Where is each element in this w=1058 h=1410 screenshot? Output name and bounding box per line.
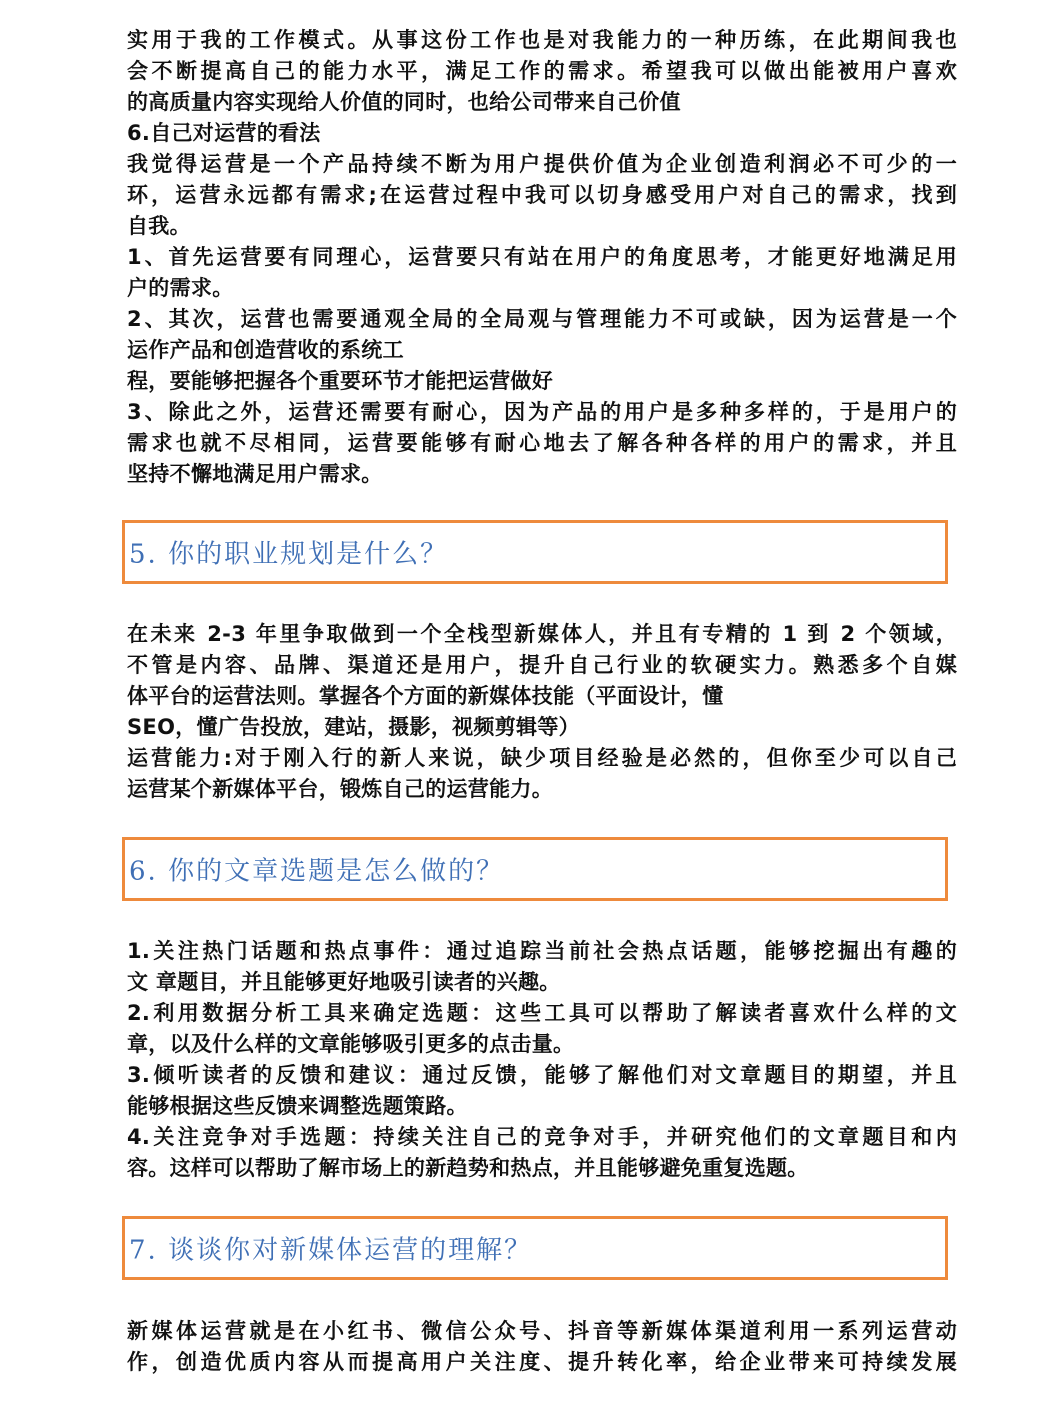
- understanding-line: 作，创造优质内容从而提高用户关注度、提升转化率，给企业带来可持续发展: [127, 1350, 957, 1374]
- career-section: [127, 619, 957, 805]
- topics-line: 章，以及什么样的文章能够吸引更多的点击量。: [127, 1032, 575, 1056]
- topics-line: 2.利用数据分析工具来确定选题：这些工具可以帮助了解读者喜欢什么样的文: [127, 1001, 957, 1025]
- intro-line: 户的需求。: [127, 276, 234, 300]
- question-6-heading-box: [122, 837, 948, 901]
- topics-line: 能够根据这些反馈来调整选题策路。: [127, 1094, 468, 1118]
- intro-line: 我觉得运营是一个产品持续不断为用户提供价值为企业创造利润必不可少的一: [127, 152, 957, 176]
- career-line: 不管是内容、品牌、渠道还是用户，提升自己行业的软硬实力。熟悉多个自媒: [127, 653, 957, 677]
- topics-line: 1.关注热门话题和热点事件：通过追踪当前社会热点话题，能够挖掘出有趣的: [127, 939, 957, 963]
- intro-subheading: 6.自己对运营的看法: [127, 121, 321, 145]
- intro-line: 坚持不懈地满足用户需求。: [127, 462, 383, 486]
- intro-line: 程，要能够把握各个重要环节才能把运营做好: [127, 369, 553, 393]
- career-line: 在未来 2-3 年里争取做到一个全栈型新媒体人，并且有专精的 1 到 2 个领域，: [127, 622, 957, 646]
- question-7-heading-box: [122, 1216, 948, 1280]
- topics-line: 容。这样可以帮助了解市场上的新趋势和热点，并且能够避免重复选题。: [127, 1156, 809, 1180]
- career-line: SEO，懂广告投放，建站，摄影，视频剪辑等）: [127, 715, 580, 739]
- intro-section: [127, 25, 957, 490]
- question-5-heading-box: [122, 520, 948, 584]
- understanding-line: 新媒体运营就是在小红书、微信公众号、抖音等新媒体渠道利用一系列运营动: [127, 1319, 957, 1343]
- intro-line: 环，运营永远都有需求;在运营过程中我可以切身感受用户对自己的需求，找到: [127, 183, 957, 207]
- intro-line: 3、除此之外，运营还需要有耐心，因为产品的用户是多种多样的，于是用户的: [127, 400, 957, 424]
- intro-line: 2、其次，运营也需要通观全局的全局观与管理能力不可或缺，因为运营是一个: [127, 307, 957, 331]
- career-line: 体平台的运营法则。掌握各个方面的新媒体技能（平面设计，懂: [127, 684, 724, 708]
- question-6-heading: 6. 你的文章选题是怎么做的？: [129, 856, 505, 887]
- question-5-heading: 5. 你的职业规划是什么？: [129, 539, 449, 570]
- intro-line: 需求也就不尽相同，运营要能够有耐心地去了解各种各样的用户的需求，并且: [127, 431, 957, 455]
- topics-line: 4.关注竞争对手选题：持续关注自己的竞争对手，并研究他们的文章题目和内: [127, 1125, 957, 1149]
- intro-line: 自我。: [127, 214, 191, 238]
- intro-line: 实用于我的工作模式。从事这份工作也是对我能力的一种历练，在此期间我也: [127, 28, 957, 52]
- topics-section: [127, 936, 957, 1184]
- understanding-section: [127, 1316, 957, 1378]
- intro-line: 运作产品和创造营收的系统工: [127, 338, 404, 362]
- topics-line: 文 章题目，并且能够更好地吸引读者的兴趣。: [127, 970, 561, 994]
- intro-line: 会不断提高自己的能力水平，满足工作的需求。希望我可以做出能被用户喜欢: [127, 59, 957, 83]
- career-line: 运营某个新媒体平台，锻炼自己的运营能力。: [127, 777, 553, 801]
- intro-line: 1、首先运营要有同理心，运营要只有站在用户的角度思考，才能更好地满足用: [127, 245, 957, 269]
- question-7-heading: 7. 谈谈你对新媒体运营的理解？: [129, 1235, 533, 1266]
- intro-line: 的高质量内容实现给人价值的同时，也给公司带来自己价值: [127, 90, 681, 114]
- career-line: 运营能力:对于刚入行的新人来说，缺少项目经验是必然的，但你至少可以自己: [127, 746, 957, 770]
- topics-line: 3.倾听读者的反馈和建议：通过反馈，能够了解他们对文章题目的期望，并且: [127, 1063, 957, 1087]
